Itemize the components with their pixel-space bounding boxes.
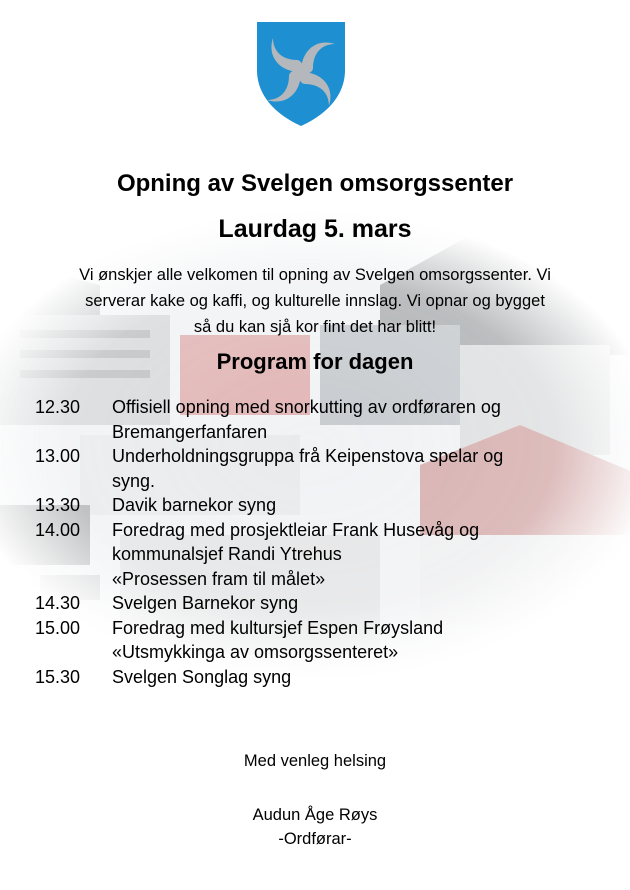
- event-title: Opning av Svelgen omsorgssenter: [116, 170, 514, 197]
- signatory-name: Audun Åge Røys: [252, 806, 378, 824]
- program-item: [35, 395, 605, 444]
- program-time: 12.30: [35, 397, 81, 417]
- program-description-line: Davik barnekor syng: [112, 495, 277, 515]
- program-description: [112, 395, 605, 444]
- program-item: [35, 518, 605, 592]
- program-item: [35, 444, 605, 493]
- program-description: [112, 616, 605, 665]
- program-description-line: Svelgen Barnekor syng: [112, 593, 299, 613]
- program-description: [112, 518, 605, 592]
- event-date: Laurdag 5. mars: [218, 215, 412, 243]
- program-description-line: Svelgen Songlag syng: [112, 666, 292, 687]
- program-description-line: Underholdningsgruppa frå Keipenstova spelar og: [112, 446, 504, 466]
- program-description-line: Foredrag med kultursjef Espen Frøysland: [112, 617, 444, 638]
- program-time: 14.30: [35, 593, 81, 613]
- intro-line: serverar kake og kaffi, og kulturelle innslag. Vi opnar og bygget: [85, 292, 545, 310]
- closing-greeting: Med venleg helsing: [243, 752, 387, 770]
- intro-line: Vi ønskjer alle velkomen til opning av Svelgen omsorgssenter. Vi: [79, 266, 551, 284]
- program-time: 14.00: [35, 519, 81, 540]
- signatory-role: -Ordførar-: [278, 830, 352, 848]
- program-description: [112, 444, 605, 493]
- program-description-line: Offisiell opning med snorkutting av ordføraren og: [112, 397, 501, 417]
- program-item: [35, 665, 605, 690]
- program-time: 15.00: [35, 617, 81, 638]
- program-description: [112, 665, 605, 690]
- program-time: 13.30: [35, 495, 81, 515]
- intro-paragraph: [20, 262, 610, 340]
- program-description-line: Foredrag med prosjektleiar Frank Husevåg og: [112, 519, 480, 540]
- program-schedule: [35, 395, 605, 689]
- program-description-line: «Utsmykkinga av omsorgssenteret»: [112, 642, 399, 662]
- program-description: [112, 591, 605, 616]
- program-description-line: syng.: [112, 470, 156, 491]
- program-description-line: Bremangerfanfaren: [112, 421, 268, 442]
- program-description-line: «Prosessen fram til målet»: [112, 568, 326, 589]
- program-item: [35, 616, 605, 665]
- program-description: [112, 493, 605, 518]
- program-item: [35, 493, 605, 518]
- intro-line: så du kan sjå kor fint det har blitt!: [193, 318, 437, 336]
- program-time: 13.00: [35, 446, 81, 466]
- program-item: [35, 591, 605, 616]
- program-description-line: kommunalsjef Randi Ytrehus: [112, 544, 342, 564]
- program-heading: Program for dagen: [216, 349, 414, 374]
- program-time: 15.30: [35, 666, 81, 687]
